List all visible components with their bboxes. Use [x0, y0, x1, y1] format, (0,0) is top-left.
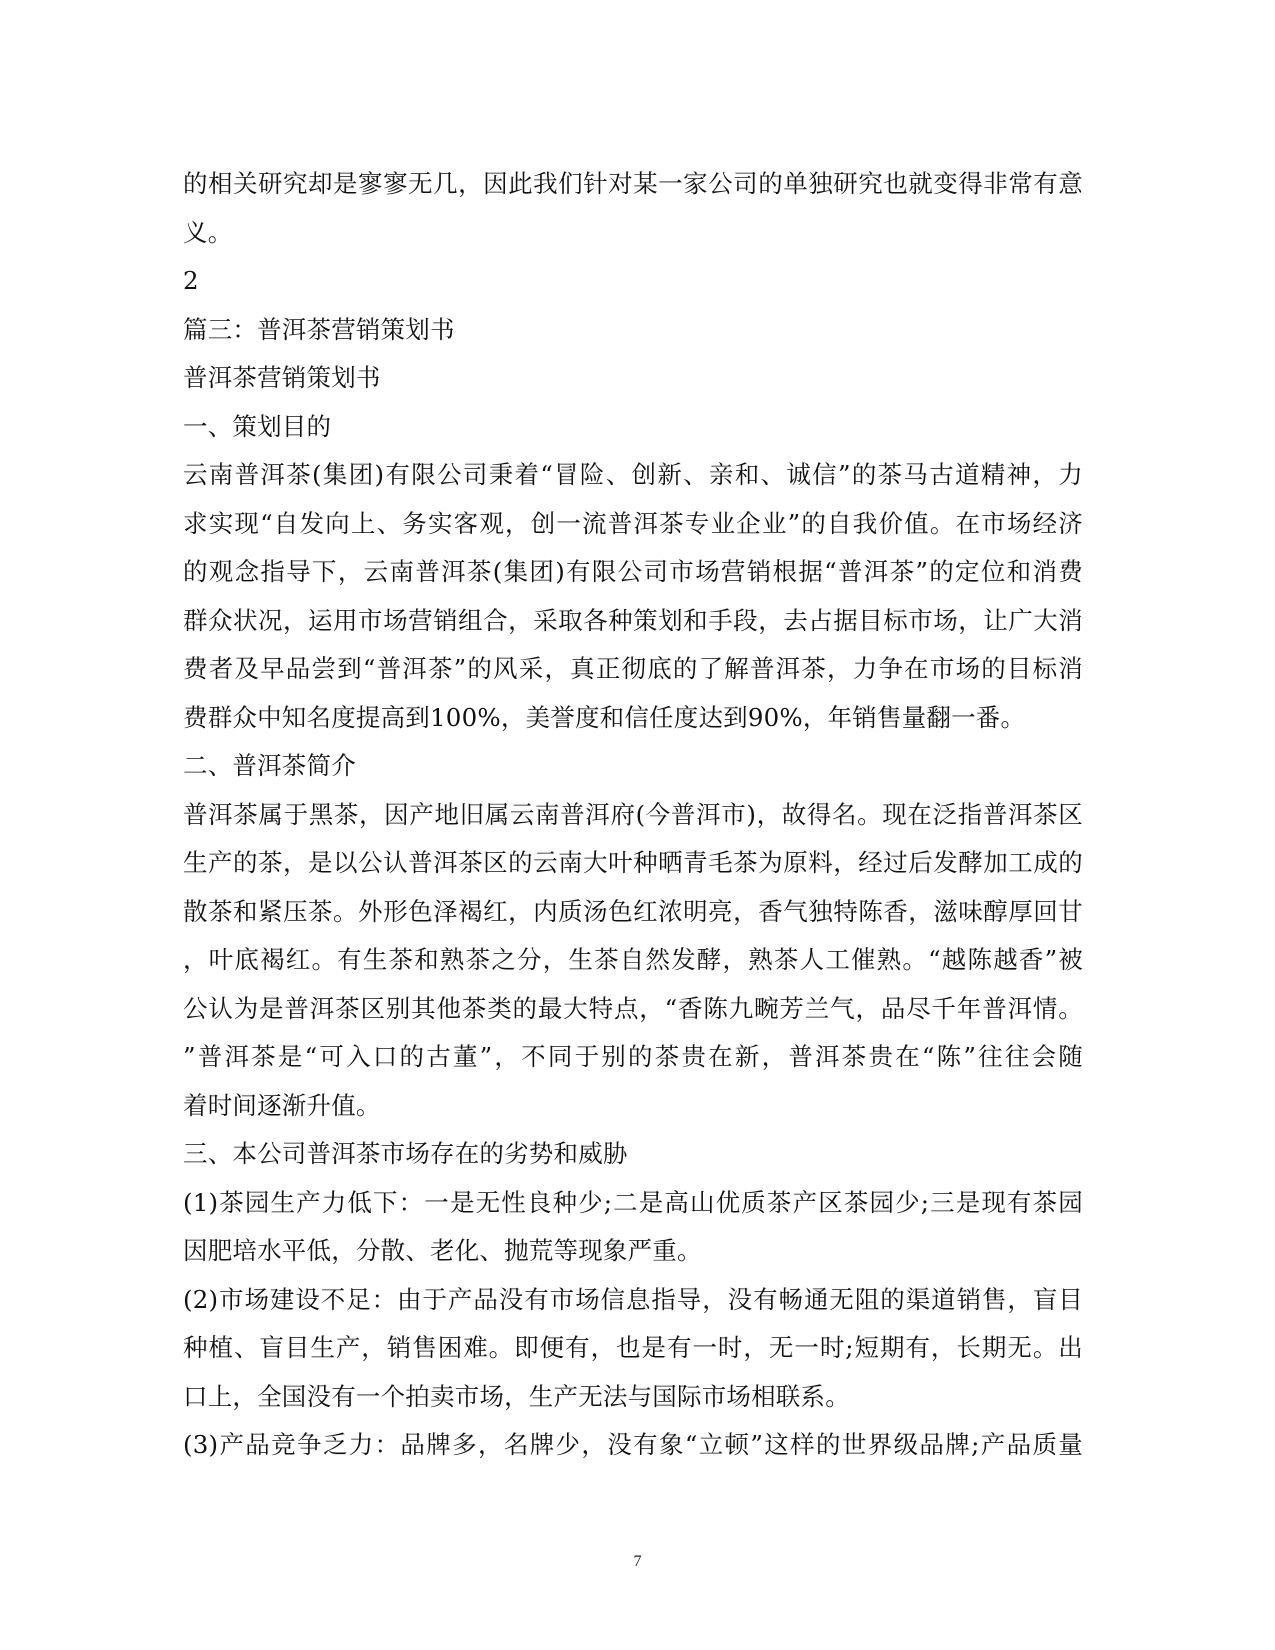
body-text — [183, 160, 1083, 1470]
text-line: 云南普洱茶(集团)有限公司秉着“冒险、创新、亲和、诚信”的茶马古道精神，力 — [183, 460, 1083, 489]
text-line: 散茶和紧压茶。外形色泽褐红，内质汤色红浓明亮，香气独特陈香，滋味醇厚回甘 — [183, 896, 1083, 926]
section-title: 篇三：普洱茶营销策划书 — [183, 314, 455, 344]
text-line: 生产的茶，是以公认普洱茶区的云南大叶种晒青毛茶为原料，经过后发酵加工成的 — [183, 848, 1083, 877]
text-line: 公认为是普洱茶区别其他茶类的最大特点，“香陈九畹芳兰气，品尽千年普洱情。 — [183, 993, 1083, 1023]
page-number: 7 — [633, 1553, 642, 1570]
text-line: 求实现“自发向上、务实客观，创一流普洱茶专业企业”的自我价值。在市场经济 — [183, 508, 1083, 538]
text-line: 因肥培水平低，分散、老化、抛荒等现象严重。 — [183, 1236, 702, 1265]
text-line: 义。 — [183, 217, 233, 247]
text-line: (3)产品竞争乏力：品牌多，名牌少，没有象“立顿”这样的世界级品牌;产品质量 — [183, 1430, 1083, 1459]
text-line: 的观念指导下，云南普洱茶(集团)有限公司市场营销根据“普洱茶”的定位和消费 — [183, 557, 1083, 586]
text-line: 的相关研究却是寥寥无几，因此我们针对某一家公司的单独研究也就变得非常有意 — [183, 169, 1083, 198]
text-line: ，叶底褐红。有生茶和熟茶之分，生茶自然发酵，熟茶人工催熟。“越陈越香”被 — [183, 945, 1083, 974]
text-line: 普洱茶属于黑茶，因产地旧属云南普洱府(今普洱市)，故得名。现在泛指普洱茶区 — [183, 799, 1083, 829]
text-line: 2 — [183, 266, 199, 295]
text-line: 着时间逐渐升值。 — [183, 1090, 381, 1120]
text-line: (1)茶园生产力低下：一是无性良种少;二是高山优质茶产区茶园少;三是现有茶园 — [183, 1187, 1083, 1217]
text-line: ”普洱茶是“可入口的古董”，不同于别的茶贵在新，普洱茶贵在“陈”往往会随 — [183, 1042, 1083, 1071]
document-title: 普洱茶营销策划书 — [183, 363, 381, 392]
text-line: 口上，全国没有一个拍卖市场，生产无法与国际市场相联系。 — [183, 1381, 850, 1411]
text-line: 费群众中知名度提高到100%，美誉度和信任度达到90%，年销售量翻一番。 — [183, 702, 1026, 732]
section-heading: 三、本公司普洱茶市场存在的劣势和威胁 — [183, 1139, 628, 1168]
section-heading: 二、普洱茶简介 — [183, 751, 356, 780]
text-line: (2)市场建设不足：由于产品没有市场信息指导，没有畅通无阻的渠道销售，盲目 — [183, 1284, 1083, 1314]
text-line: 群众状况，运用市场营销组合，采取各种策划和手段，去占据目标市场，让广大消 — [183, 605, 1083, 635]
text-line: 费者及早品尝到“普洱茶”的风采，真正彻底的了解普洱茶，力争在市场的目标消 — [183, 654, 1083, 683]
text-line: 种植、盲目生产，销售困难。即便有，也是有一时，无一时;短期有，长期无。出 — [183, 1333, 1083, 1362]
section-heading: 一、策划目的 — [183, 411, 332, 441]
